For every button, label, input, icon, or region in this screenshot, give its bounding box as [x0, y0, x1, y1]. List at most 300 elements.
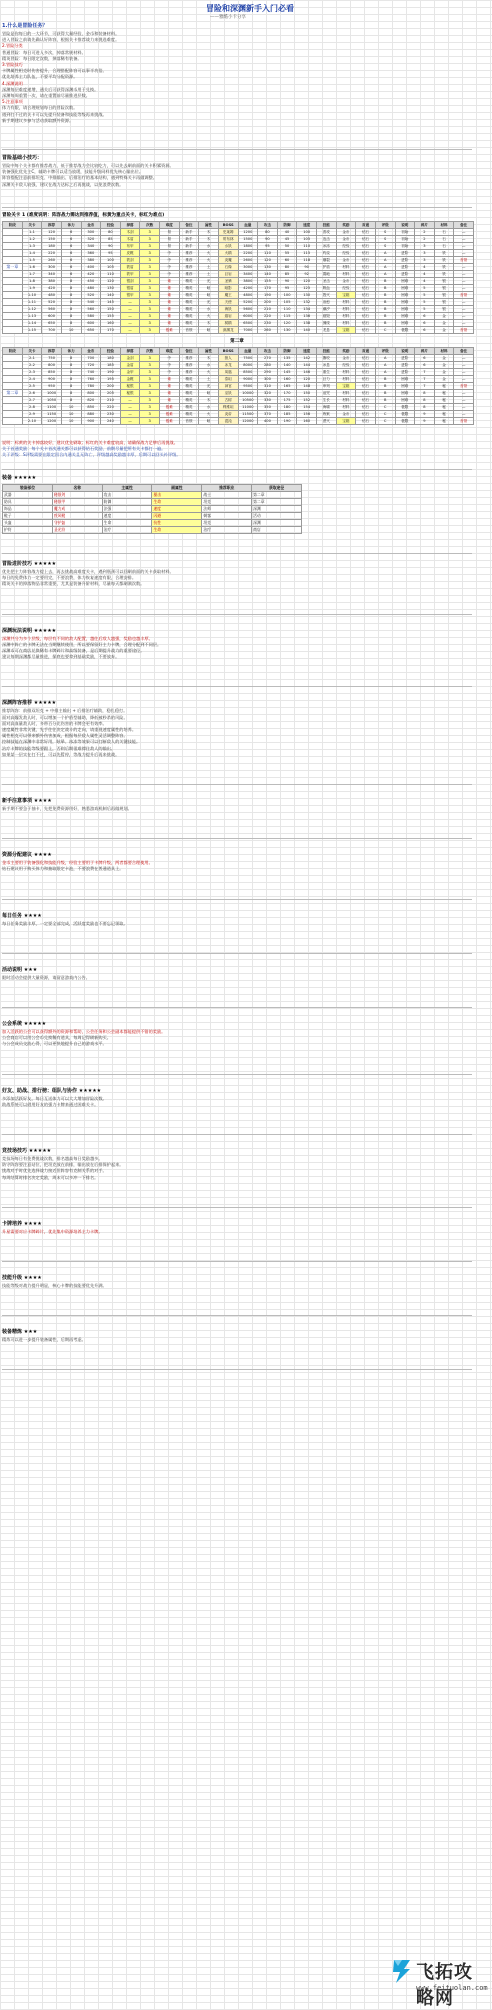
table-cell: 6 [61, 229, 81, 236]
table-cell: 精英 [179, 292, 199, 299]
table-cell: 钻石 [356, 418, 376, 425]
table-cell: 银甲 [120, 292, 140, 299]
table-cell: 120 [101, 278, 121, 285]
column-header: 难度 [160, 348, 180, 355]
table-cell: 8 [61, 278, 81, 285]
table-cell: 3 [140, 397, 160, 404]
table-cell: 重生 [317, 369, 337, 376]
table-cell: 400 [81, 264, 101, 271]
table-cell: 疾风靴 [52, 513, 102, 520]
table-cell: 120 [258, 257, 278, 264]
table-cell: 推荐 [179, 250, 199, 257]
table-cell: 金币 [336, 229, 356, 236]
table-cell: 秘 [434, 390, 454, 397]
table-cell: 1-5 [22, 257, 42, 264]
table-cell: 3400 [238, 271, 258, 278]
basics-lines [2, 163, 472, 188]
table-cell: 165 [277, 383, 297, 390]
table-cell: 140 [258, 271, 278, 278]
table-cell: 难 [160, 292, 180, 299]
column-header: 备注 [179, 222, 199, 229]
table-row [3, 404, 474, 411]
table-cell: 缠绕 [317, 320, 337, 327]
table-cell: 115 [277, 313, 297, 320]
column-header: 名称 [52, 485, 102, 492]
table-cell: 金剑 [120, 355, 140, 362]
table-cell: 8 [61, 369, 81, 376]
table-cell: 泰坦 [218, 376, 238, 383]
table-cell: 2 [415, 236, 435, 243]
table-cell: 580 [81, 313, 101, 320]
table-cell: 精英 [179, 404, 199, 411]
table-row [3, 327, 474, 334]
table-cell: 生长 [317, 397, 337, 404]
table-cell: 震地 [317, 271, 337, 278]
table-cell: 中 [160, 264, 180, 271]
table-cell [3, 278, 23, 285]
table-cell: C [375, 404, 395, 411]
table-cell: 生命 [152, 499, 202, 506]
table-cell [3, 313, 23, 320]
table-cell: 100 [101, 257, 121, 264]
table-cell: 银 [434, 285, 454, 292]
table-cell: 950 [42, 383, 62, 390]
text-line: 每日任务奖励丰厚，一定要全部完成，活跃度奖励也不要忘记领取。 [2, 920, 128, 926]
column-header: 备注 [179, 348, 199, 355]
table-cell [3, 411, 23, 418]
table-cell: — [454, 355, 474, 362]
table-cell: 商店 [252, 527, 302, 534]
table-cell: 饰品 [3, 506, 53, 513]
table-cell: 难 [160, 320, 180, 327]
table-cell: 首领 [179, 418, 199, 425]
table-cell: 1-14 [22, 320, 42, 327]
table-cell: 7000 [238, 327, 258, 334]
table-cell: 生命 [152, 527, 202, 534]
table-cell: 撕咬 [317, 355, 337, 362]
table-cell: 145 [101, 299, 121, 306]
table-cell: 130 [297, 292, 317, 299]
table-cell: B [375, 285, 395, 292]
table-row [3, 299, 474, 306]
column-header: 材料 [434, 348, 454, 355]
column-header: 评级 [375, 348, 395, 355]
table-cell: 钻石 [356, 369, 376, 376]
text-line: 卡牌属性相克时伤害提升，合理搭配阵容可以事半功倍。 [2, 68, 107, 74]
column-header: 属性 [199, 222, 219, 229]
table-cell: 钻石 [356, 306, 376, 313]
table-cell: 600 [81, 320, 101, 327]
column-header: 碎片 [415, 222, 435, 229]
equip-heading: 装备 ★★★★★ [2, 475, 37, 481]
table-cell [3, 383, 23, 390]
table-cell [3, 306, 23, 313]
table-cell: 钻石 [356, 383, 376, 390]
table-cell: 180 [277, 404, 297, 411]
table-cell: 深渊龙 [218, 327, 238, 334]
table-cell: 材料 [336, 369, 356, 376]
table-cell: 820 [81, 397, 101, 404]
table-cell: 推荐 [179, 355, 199, 362]
table-cell: 5200 [238, 299, 258, 306]
table-cell: 80 [101, 229, 121, 236]
table-cell: S [375, 243, 395, 250]
table-cell: — [454, 404, 474, 411]
table-cell: 金 [434, 369, 454, 376]
text-line: 精英冒险：每日限定次数，掉落稀有装备。 [2, 55, 82, 61]
table-row [3, 355, 474, 362]
text-line: 精英关卡的掉落物品非常重要，尤其是装备升阶材料，尽量每天都刷满次数。 [2, 581, 145, 587]
table-cell: B [375, 313, 395, 320]
table-cell: 310 [258, 383, 278, 390]
table-cell: 活动 [252, 513, 302, 520]
table-cell: 困难 [395, 376, 415, 383]
table-cell: 木 [199, 236, 219, 243]
table-cell: 2-8 [22, 404, 42, 411]
table-cell: 320 [81, 236, 101, 243]
table-cell: 1-10 [22, 292, 42, 299]
table-cell: 400 [258, 418, 278, 425]
column-header: 攻击 [258, 222, 278, 229]
table-cell: 宝箱 [336, 418, 356, 425]
table-cell: 暗 [199, 292, 219, 299]
table-cell: 守护盔 [52, 520, 102, 527]
table-cell: 深渊 [252, 520, 302, 527]
text-line: 深渊中阵亡的卡牌无法在当期继续使用，所以要保留好主力卡牌，合理分配到不同层。 [2, 641, 162, 647]
table-cell: 230 [258, 320, 278, 327]
table-cell: 困难 [395, 397, 415, 404]
table-cell [3, 369, 23, 376]
table-cell: 圣光符 [52, 527, 102, 534]
table-cell: 750 [42, 355, 62, 362]
table-cell [3, 285, 23, 292]
table-cell: 困难 [395, 383, 415, 390]
table-cell: 钻石 [356, 313, 376, 320]
table-cell: 90 [258, 236, 278, 243]
table-cell: 材料 [336, 404, 356, 411]
table-cell: 材料 [336, 264, 356, 271]
text-line: 与公会成员交流心得，可以更快地提升自己的游戏水平。 [2, 1041, 107, 1047]
table-cell: 金靴 [120, 376, 140, 383]
table-cell: 9000 [238, 376, 258, 383]
table-cell: 首领 [454, 257, 474, 264]
table-cell: 340 [42, 271, 62, 278]
table-cell: — [120, 404, 140, 411]
text-line: 4.深渊说明 [2, 80, 23, 86]
table-cell: 280 [258, 362, 278, 369]
table-cell: 木剑 [120, 229, 140, 236]
column-header: 掉落 [120, 222, 140, 229]
table-cell: 护符 [3, 527, 53, 534]
table-cell: 760 [81, 376, 101, 383]
table-cell: 材料 [336, 306, 356, 313]
table-cell: 困难 [395, 299, 415, 306]
table-cell: 3 [415, 257, 435, 264]
table-cell: 6 [61, 264, 81, 271]
table-cell: 炼狱 [317, 411, 337, 418]
table-cell: 困难 [395, 292, 415, 299]
intro-lines [2, 31, 472, 124]
table-cell [3, 397, 23, 404]
table-cell: 金 [434, 313, 454, 320]
column-header: 说明 [395, 348, 415, 355]
table-cell: 秘 [434, 397, 454, 404]
text-line: 钻石建议用于购买体力和抽取限定卡池，不要浪费在普通道具上。 [2, 866, 124, 872]
table-cell: — [454, 285, 474, 292]
table-cell: — [454, 306, 474, 313]
table-cell: 精英 [179, 299, 199, 306]
table-cell: 精英 [179, 397, 199, 404]
table-cell: 极限 [395, 418, 415, 425]
table-cell: 120 [297, 376, 317, 383]
table-cell: 火 [199, 250, 219, 257]
column-header: 材料 [434, 222, 454, 229]
table-cell: 115 [297, 250, 317, 257]
table-cell: 首领 [454, 383, 474, 390]
table-cell: 材料 [336, 299, 356, 306]
table-cell: — [120, 306, 140, 313]
table-cell: 土 [199, 376, 219, 383]
table-cell: 暗 [199, 327, 219, 334]
table-cell [3, 229, 23, 236]
table-cell: 中 [160, 257, 180, 264]
column-header: 防御 [277, 222, 297, 229]
table-cell: 金 [434, 376, 454, 383]
table-cell: 推荐 [179, 264, 199, 271]
table-cell: 1-1 [22, 229, 42, 236]
table-cell: 2-3 [22, 369, 42, 376]
table-cell: 1-3 [22, 243, 42, 250]
table-cell: 3 [140, 355, 160, 362]
table-cell: 中 [160, 271, 180, 278]
table-cell: 狼人 [218, 355, 238, 362]
table-cell: 2-6 [22, 390, 42, 397]
table-cell: B [375, 278, 395, 285]
table-row [3, 264, 474, 271]
table-cell: 头盔 [3, 520, 53, 527]
table-cell: 精英 [179, 411, 199, 418]
table-cell: 1800 [238, 243, 258, 250]
table-cell: 7 [415, 383, 435, 390]
table-cell: 650 [42, 320, 62, 327]
table-cell: 石 [434, 243, 454, 250]
table-cell: 3 [140, 299, 160, 306]
table-cell: 诅咒 [317, 390, 337, 397]
table-cell: 光 [199, 383, 219, 390]
table-cell: 3800 [238, 278, 258, 285]
table-cell: 爆裂 [317, 257, 337, 264]
table-cell: 3 [140, 278, 160, 285]
table-cell: 钻石 [356, 278, 376, 285]
notes-lines [2, 440, 472, 459]
table-cell: 370 [258, 411, 278, 418]
table-cell: 圣击 [317, 278, 337, 285]
table-cell: 220 [42, 250, 62, 257]
column-header: 奖励 [336, 222, 356, 229]
table-cell: 85 [101, 236, 121, 243]
table-cell: 450 [81, 278, 101, 285]
table-cell: 难 [160, 397, 180, 404]
table-cell: 金币 [336, 236, 356, 243]
table-cell: B [375, 320, 395, 327]
table-cell: 140 [101, 292, 121, 299]
table-cell: 钻石 [356, 250, 376, 257]
table-cell: 石 [434, 229, 454, 236]
table-cell: 10500 [238, 397, 258, 404]
tips-heading: 竞技场技巧 ★★★★★ [2, 1148, 52, 1154]
table-cell: 850 [42, 369, 62, 376]
table-cell: 第一章 [3, 264, 23, 271]
column-header: 副属性 [152, 485, 202, 492]
table-cell: 230 [101, 411, 121, 418]
text-line: 进入冒险之前请先确认好阵容，根据关卡推荐战力来挑选难度。 [2, 37, 120, 43]
table-cell: 新手 [179, 236, 199, 243]
table-cell: 160 [101, 320, 121, 327]
table-cell: 420 [81, 271, 101, 278]
table-cell: 精英 [179, 306, 199, 313]
table-cell: 难 [160, 278, 180, 285]
table-cell: 进阶 [395, 264, 415, 271]
table-cell: 1-2 [22, 236, 42, 243]
table-cell: 3 [140, 411, 160, 418]
table-cell: 金 [434, 362, 454, 369]
table-cell: — [454, 299, 474, 306]
table-cell: A [375, 264, 395, 271]
table-cell: 冰龙 [218, 362, 238, 369]
text-line: 助战系统可以借用好友的强力卡牌来通过困难关卡。 [2, 1101, 99, 1107]
table-cell: A [375, 362, 395, 369]
table-cell: 攻击 [102, 492, 152, 499]
table-cell: 难 [160, 285, 180, 292]
table-cell: 8 [415, 404, 435, 411]
table-cell: 水 [199, 362, 219, 369]
column-header: 体力 [61, 222, 81, 229]
document-title: 冒险和深渊新手入门必看 [206, 3, 294, 13]
table-cell: 8 [61, 306, 81, 313]
table-cell: 极限 [395, 404, 415, 411]
table-cell: 145 [277, 369, 297, 376]
table-cell: 木 [199, 397, 219, 404]
table-cell: 1-15 [22, 327, 42, 334]
table-cell: 第二章 [252, 499, 302, 506]
table-cell: 法师 [202, 506, 252, 513]
table-cell: 8 [61, 299, 81, 306]
table-cell: 暴击 [152, 492, 202, 499]
table-cell: 精英 [179, 320, 199, 327]
tips-heading: 深渊玩法说明 ★★★★★ [2, 627, 57, 634]
table-cell: 钻石 [356, 264, 376, 271]
table-cell: 40 [277, 229, 297, 236]
table-cell: 420 [42, 285, 62, 292]
table-cell: 金币 [336, 411, 356, 418]
text-line: 建议每期深渊都尽量推进，保底也要拿到基础奖励，不要放弃。 [2, 654, 120, 660]
table-cell: 金 [434, 355, 454, 362]
table-cell: 105 [297, 236, 317, 243]
brand-name: 飞拓攻略网 [416, 1962, 473, 2009]
table-row [3, 520, 302, 527]
table-cell: 巨岩 [218, 271, 238, 278]
table-cell: 130 [277, 327, 297, 334]
table-cell: 800 [42, 362, 62, 369]
table-cell: 钻石 [356, 355, 376, 362]
table-row [3, 313, 474, 320]
table-cell: — [454, 264, 474, 271]
table-cell: 185 [277, 411, 297, 418]
table-cell: 铁 [434, 250, 454, 257]
table-cell: 200 [258, 299, 278, 306]
table-cell: 220 [258, 313, 278, 320]
table-cell: 3 [140, 376, 160, 383]
table-cell: 8 [61, 376, 81, 383]
table-cell: 秘 [434, 418, 454, 425]
table-cell: A [375, 250, 395, 257]
table-cell: 防御 [102, 499, 152, 506]
table-cell: — [120, 397, 140, 404]
text-line: 治疗卡牌的技能等级要跟上，否则后期很难撑住敌人的输出。 [2, 745, 116, 751]
table-cell: 900 [42, 376, 62, 383]
table-cell: 深渊 [252, 506, 302, 513]
table-cell: 3 [140, 257, 160, 264]
table-cell: 800 [81, 390, 101, 397]
column-header: 属性 [199, 348, 219, 355]
table-cell: 金币 [336, 257, 356, 264]
tips-section [2, 1020, 472, 1075]
table-cell: 易 [160, 229, 180, 236]
tips-section [2, 1328, 472, 1370]
table-row [3, 418, 474, 425]
table-cell: 经验 [336, 362, 356, 369]
table-cell: A [375, 355, 395, 362]
table-cell: 火精 [218, 250, 238, 257]
table-cell: 3 [140, 236, 160, 243]
table-cell: 进阶 [395, 271, 415, 278]
table-cell: 110 [258, 250, 278, 257]
table-cell: 精英 [179, 313, 199, 320]
table-cell [3, 236, 23, 243]
table-cell: 90 [101, 243, 121, 250]
table-cell: 治疗 [102, 527, 152, 534]
table1-caption: 冒险关卡 1 (难度说明：阵容战力需达到推荐值，标黄为重点关卡，标红为难点) [2, 213, 165, 218]
tips-heading: 每日任务 ★★★★ [2, 912, 42, 919]
table-cell: 130 [258, 264, 278, 271]
table-cell: 3 [140, 250, 160, 257]
table-cell: 混沌 [218, 418, 238, 425]
table-cell: 初始 [395, 236, 415, 243]
table-cell: 185 [101, 362, 121, 369]
text-line: 深渊币可在商店兑换稀有卡牌碎片和高级装备，是后期提升战力的重要途径。 [2, 648, 145, 653]
table-row [3, 236, 474, 243]
table-cell: 困难 [395, 390, 415, 397]
table-cell: 连击 [317, 236, 337, 243]
brand-logo-icon [390, 1958, 412, 1984]
table-cell: 8 [61, 355, 81, 362]
column-header: 次数 [140, 348, 160, 355]
table-cell: 钻石 [356, 257, 376, 264]
table-cell: — [120, 418, 140, 425]
table-cell: 坦克 [202, 520, 252, 527]
text-line: 关于首通奖励：每个关卡首次通关都可以获得钻石奖励，前期尽量把所有关卡都打一遍。 [2, 446, 166, 452]
tips-section [2, 912, 472, 954]
table-cell: 1100 [42, 404, 62, 411]
table-cell: 石 [434, 236, 454, 243]
table-cell: 精英 [179, 285, 199, 292]
column-header: 关卡 [22, 348, 42, 355]
table-cell: 4 [415, 271, 435, 278]
table-cell: 150 [42, 236, 62, 243]
table-cell: 天使 [218, 299, 238, 306]
table-cell: 92 [297, 271, 317, 278]
table-cell: 困难 [395, 306, 415, 313]
